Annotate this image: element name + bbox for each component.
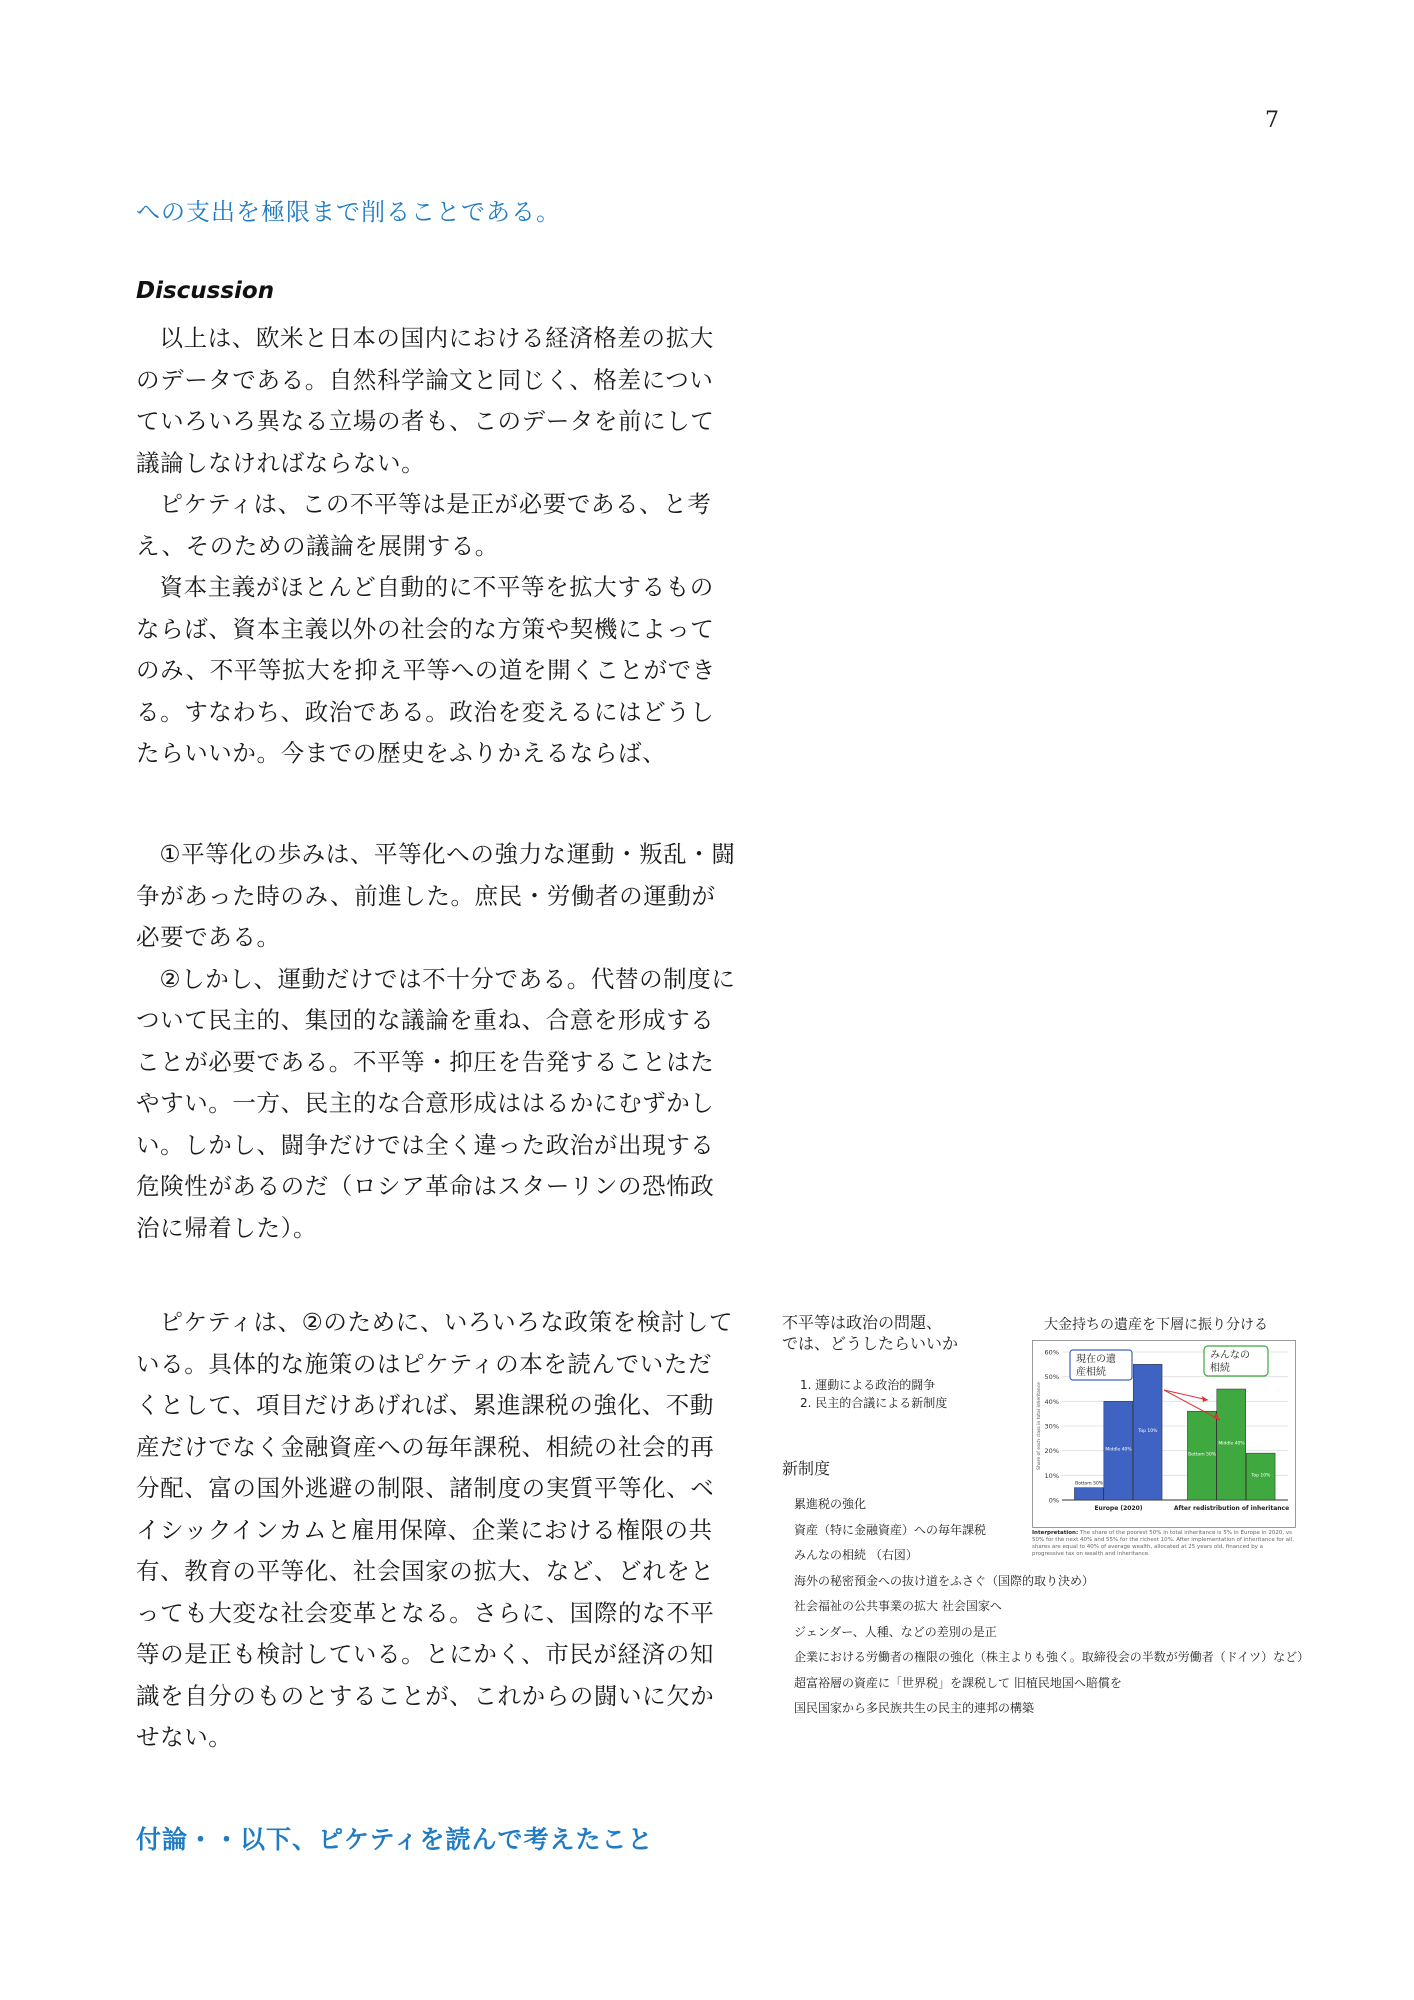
list-item: 国民国家から多民族共生の民主的連邦の構築 <box>794 1701 1035 1715</box>
paragraph: ①平等化の歩みは、平等化への強力な運動・叛乱・闘争があった時のみ、前進した。庶民・労働者の運動が必要である。 <box>136 840 736 951</box>
y-tick-label: 30% <box>1044 1422 1059 1431</box>
step-item: 2. 民主的合議による新制度 <box>800 1396 948 1410</box>
bar-data-label: Bottom 50% <box>1188 1452 1217 1458</box>
paragraph: ピケティは、この不平等は是正が必要である、と考え、そのための議論を展開する。 <box>136 490 712 560</box>
slide-steps <box>800 1376 947 1412</box>
list-item: 企業における労働者の権限の強化（株主よりも強く。取締役会の半数が労働者（ドイツ）など） <box>794 1650 1310 1664</box>
y-tick-label: 60% <box>1044 1348 1059 1357</box>
callout-text: 相続 <box>1210 1363 1230 1374</box>
list-item: 資産（特に金融資産）への毎年課税 <box>794 1522 987 1537</box>
y-axis-label: Share of each class in total inheritance <box>1037 1382 1042 1470</box>
paragraph: 資本主義がほとんど自動的に不平等を拡大するものならば、資本主義以外の社会的な方策や契機によってのみ、不平等拡大を抑え平等への道を開くことができる。すなわち、政治である。政治を変えるにはどうしたらいいか。今までの歴史をふりかえるならば、 <box>136 573 716 767</box>
appendix-heading: 付論・・以下、ピケティを読んで考えたこと <box>136 1825 654 1854</box>
paragraph: ピケティは、②のために、いろいろな政策を検討している。具体的な施策のはピケティの本を読んでいただくとして、項目だけあげれば、累進課税の強化、不動産だけでなく金融資産への毎年課税、相続の社会的再分配、富の国外逃避の制限、諸制度の実質平等化、ベイシックインカムと雇用保障、企業における権限の共有、教育の平等化、社会国家の拡大、など、どれをとっても大変な社会変革となる。さらに、国際的な不平等の是正も検討している。とにかく、市民が経済の知識を自分のものとすることが、これからの闘いに欠かせない。 <box>136 1308 734 1751</box>
chart-interpretation <box>1032 1530 1296 1566</box>
bar-data-label: Bottom 50% <box>1075 1481 1104 1487</box>
list-item: 海外の秘密預金への抜け道をふさぐ（国際的取り決め） <box>794 1573 1095 1588</box>
y-tick-label: 50% <box>1044 1373 1059 1382</box>
bar-data-label: Middle 40% <box>1218 1441 1245 1447</box>
slide-question <box>782 1312 958 1354</box>
callout-text: 産相続 <box>1076 1367 1106 1378</box>
callout-text: みんなの <box>1210 1350 1250 1361</box>
paragraph: ②しかし、運動だけでは不十分である。代替の制度について民主的、集団的な議論を重ね、合意を形成することが必要である。不平等・抑圧を告発することはたやすい。一方、民主的な合意形成ははるかにむずかしい。しかし、闘争だけでは全く違った政治が出現する危険性があるのだ（ロシア革命はスターリンの恐怖政治に帰着した）。 <box>136 964 736 1242</box>
interpretation-label: Interpretation: <box>1032 1530 1079 1536</box>
list-item: 累進税の強化 <box>794 1497 867 1511</box>
points-body <box>136 834 736 1249</box>
list-item: みんなの相続 （右図） <box>794 1548 918 1562</box>
policy-slide-figure <box>782 1312 1322 1715</box>
interpretation-text: The share of the poorest 50% in total inheritance is 5% in Europe in 2020, vs 50% for the next 40% and 55% for the richest 10%. After implementation of inheritance for all, shares are equal to 40% of average wealth, allocated at 25 years old, financed by a progressive tax on wealth and inheritance. <box>1032 1530 1294 1557</box>
lead-line: への支出を極限まで削ることである。 <box>136 198 561 226</box>
y-tick-label: 40% <box>1044 1397 1059 1406</box>
y-tick-label: 0% <box>1048 1496 1059 1505</box>
y-tick-label: 10% <box>1044 1471 1059 1480</box>
bar-data-label: Middle 40% <box>1105 1447 1132 1453</box>
chart-title: 大金持ちの遺産を下層に振り分ける <box>1044 1317 1268 1333</box>
question-line: 不平等は政治の問題、 <box>782 1313 943 1332</box>
question-line: では、どうしたらいいか <box>782 1334 959 1353</box>
page-number: 7 <box>1265 108 1279 133</box>
paragraph: 以上は、欧米と日本の国内における経済格差の拡大のデータである。自然科学論文と同じく、格差についていろいろ異なる立場の者も、このデータを前にして議論しなければならない。 <box>136 324 715 477</box>
list-item: 超富裕層の資産に「世界税」を課税して 旧植民地国へ賠償を <box>794 1675 1122 1690</box>
list-item: 社会福祉の公共事業の拡大 社会国家へ <box>794 1599 1002 1613</box>
x-group-label: Europe (2020) <box>1094 1505 1143 1512</box>
discussion-heading: Discussion <box>136 278 275 304</box>
new-system-heading: 新制度 <box>782 1459 831 1478</box>
discussion-body <box>136 318 736 775</box>
chart-bar <box>1074 1488 1103 1500</box>
bar-data-label: Top 10% <box>1251 1473 1271 1479</box>
y-tick-label: 20% <box>1044 1447 1059 1456</box>
x-group-label: After redistribution of inheritance <box>1173 1505 1290 1512</box>
bar-data-label: Top 10% <box>1138 1429 1158 1435</box>
inheritance-chart <box>1032 1340 1296 1528</box>
step-item: 1. 運動による政治的闘争 <box>800 1378 936 1392</box>
list-item: ジェンダー、人種、などの差別の是正 <box>794 1624 997 1639</box>
inheritance-chart-svg <box>1032 1340 1296 1528</box>
callout-text: 現在の遺 <box>1076 1354 1116 1365</box>
policy-body <box>136 1302 736 1759</box>
